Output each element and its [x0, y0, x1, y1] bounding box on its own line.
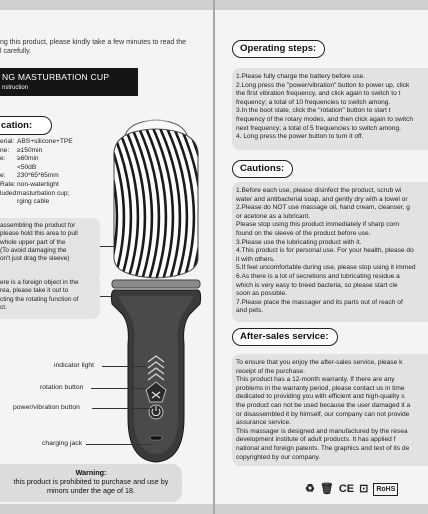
caution-line: 5.If feel uncomfortable during use, please stop using it immed [236, 264, 416, 272]
spec-list [0, 138, 110, 207]
note-line: cting the rotating function of [0, 295, 79, 303]
right-page [215, 10, 428, 504]
after-sales-line: To ensure that you enjoy the after-sales service, please k [236, 359, 403, 366]
operating-line: frequency; a total of 10 frequencies to switch among. [236, 98, 391, 106]
weee-bin-icon: 🗑 [319, 483, 334, 495]
product-subtitle: nstruction [2, 85, 29, 91]
indicator-light-label: indicator light [54, 362, 95, 369]
operating-line: the first vibration frequency, and click again to switch to t [236, 90, 401, 98]
cautions-heading: Cautions: [232, 160, 293, 178]
spec-value: non-watertight [17, 180, 59, 188]
after-sales-line: the product can not be used because the user damaged it a [236, 401, 411, 409]
note-line: ct. [0, 303, 7, 311]
recycle-icon: ♻ [305, 483, 315, 495]
caution-line: Please stop using this product immediately if sharp corn [236, 221, 400, 229]
after-sales-line: This massager is designed and manufactured by the resea [236, 427, 408, 435]
product-banner [0, 68, 138, 96]
rotation-button-label: rotation button [40, 384, 84, 391]
device-illustration [104, 118, 208, 478]
caution-line: water and antibacterial soap, and gently dry with a towel or [236, 195, 408, 203]
spec-row [0, 190, 110, 199]
warning-box [0, 464, 182, 502]
spec-key [0, 164, 17, 173]
spec-key [0, 198, 17, 207]
caution-line: it with others. [236, 255, 275, 263]
after-sales-line: or disassembled it by himself, our company can not provide [236, 410, 410, 418]
operating-line: 1.Please fully charge the battery before use. [236, 73, 366, 80]
power-vibration-button-label: power/vibration button [13, 404, 80, 411]
spec-row [0, 147, 110, 156]
warning-line: minors under the age of 18. [47, 486, 135, 495]
after-sales-line: copyrighted by our company. [236, 453, 321, 461]
after-sales-line: This product has a 12-month warranty. If there are any [236, 376, 395, 384]
sleeve-stripe [202, 128, 208, 280]
spec-value: <50dB [17, 163, 37, 171]
foreign-object-note [0, 275, 100, 319]
cautions-box [232, 182, 428, 322]
caution-line: soon as possible. [236, 290, 287, 298]
spec-value: rging cable [17, 198, 50, 206]
note-line: (To avoid damaging the [0, 246, 67, 254]
note-line: rea, please take it out to [0, 287, 69, 295]
after-sales-line: national and foreign patents. The graphics and text of its de [236, 444, 410, 452]
spec-key: e: [0, 155, 6, 163]
after-sales-line: assurance service. [236, 419, 291, 427]
disassembly-note [0, 218, 100, 282]
operating-line: 2.Long press the "power/vibration" button to power up, click [236, 81, 410, 89]
label-leader-line [102, 366, 146, 367]
spec-row [0, 198, 110, 207]
ce-mark: CE [338, 483, 355, 495]
note-line: please hold this area to pull [0, 230, 78, 238]
specification-heading: cation: [0, 116, 52, 135]
intro-line: ng this product, please kindly take a few minutes to read the [0, 39, 186, 46]
spec-value: masturbation cup; [17, 189, 70, 197]
caution-line: 6.As there is a lot of secretions and lubricating residue a [236, 272, 400, 280]
label-leader-line [86, 444, 152, 445]
spec-row [0, 172, 110, 181]
fcc-icon: ⊡ [359, 483, 369, 495]
operating-line: 4. Long press the power button to turn it off. [236, 133, 364, 141]
caution-line: 1.Before each use, please disinfect the product, scrub wi [236, 187, 402, 194]
operating-steps-box [232, 68, 428, 150]
sleeve-stripe [104, 128, 110, 280]
intro-text [0, 38, 210, 56]
spec-key: ne: [0, 146, 10, 154]
after-sales-line: receipt of the purchase. [236, 367, 305, 375]
note-line: on't just drag the sleeve) [0, 255, 70, 263]
spec-key: erial: [0, 138, 15, 145]
intro-line: l carefully. [0, 48, 31, 55]
charging-jack-label: charging jack [42, 440, 83, 447]
caution-line: or acetone as a lubricant. [236, 212, 311, 220]
spec-value: ≥60min [17, 155, 39, 163]
spec-value: ≥150min [17, 146, 43, 154]
product-title: NG MASTURBATION CUP [2, 72, 110, 82]
caution-line: and pets. [236, 307, 264, 315]
warning-line: this product is prohibited to purchase and use by [13, 477, 169, 486]
caution-line: which is very easy to breed bacteria, so please start cle [236, 281, 398, 289]
spec-value: 230*65*65mm [17, 172, 59, 180]
operating-line: 3.In the boot state, click the "rotation" button to start t [236, 107, 391, 115]
spec-row [0, 181, 110, 190]
operating-line: frequency of the rotary modes, and then click again to switch [236, 115, 414, 123]
caution-line: 7.Please place the massager and its parts out of reach of [236, 298, 403, 306]
label-leader-line [92, 408, 152, 409]
after-sales-line: development institute of adult products. It has applied f [236, 436, 396, 444]
note-line: ere is a foreign object in the [0, 279, 79, 286]
caution-line: 3.Please use the lubricating product with it. [236, 238, 362, 246]
spec-row [0, 164, 110, 173]
after-sales-line: dedicated to providing you with efficient and high-quality s [236, 393, 405, 401]
after-sales-line: problems in the warranty period, please contact us in time [236, 384, 405, 392]
spec-row [0, 155, 110, 164]
after-sales-heading: After-sales service: [232, 328, 338, 346]
after-sales-box [232, 354, 428, 466]
spec-row [0, 138, 110, 147]
caution-line: found on the sleeve of the product before use. [236, 229, 371, 237]
operating-steps-heading: Operating steps: [232, 40, 325, 58]
spec-key: e: [0, 172, 6, 180]
spec-value: ABS+silicone+TPE [17, 138, 73, 145]
note-line: assembling the product for [0, 222, 76, 229]
rohs-mark: RoHS [373, 483, 398, 496]
label-leader-line [91, 388, 146, 389]
spec-key: Rate: [0, 180, 16, 188]
left-page [0, 10, 213, 504]
warning-title: Warning: [75, 468, 107, 477]
certification-marks [305, 481, 398, 497]
caution-line: 2.Please do NOT use massage oil, hand cream, cleanser, g [236, 204, 410, 212]
operating-line: next frequency; a total of 5 frequencies to switch among. [236, 124, 401, 132]
caution-line: 4.This product is for personal use. For your health, please do [236, 247, 414, 255]
spec-key: luded: [0, 189, 18, 197]
note-line: whole upper part of the [0, 238, 66, 246]
